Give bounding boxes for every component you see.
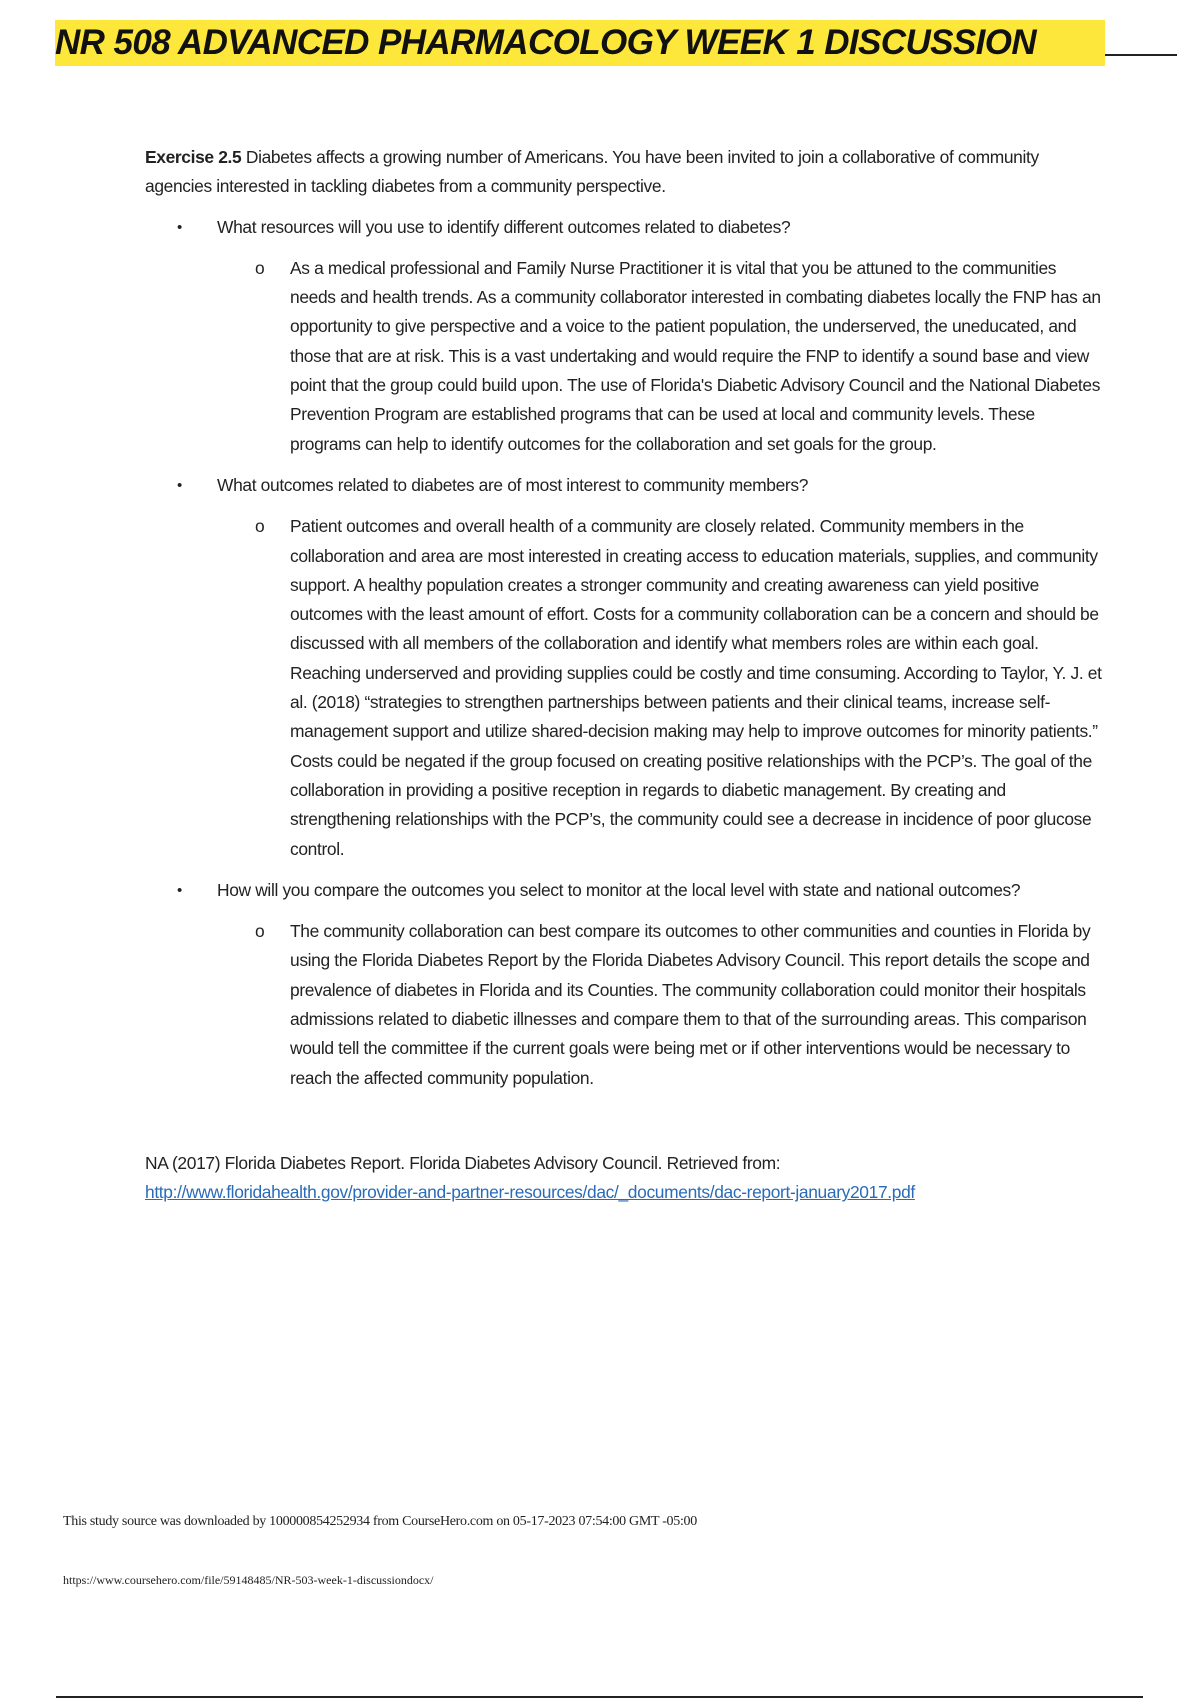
title-underline-rule xyxy=(1105,54,1177,56)
reference-entry xyxy=(145,1149,1105,1208)
answer-text: As a medical professional and Family Nurse Practitioner it is vital that you be attuned to the communities needs and health trends. As a community collaborator interested in combating diabetes locally the FNP has an opportunity to give perspective and a voice to the patient population, the underserved, the uneducated, and those that are at risk. This is a vast undertaking and would require the FNP to identify a sound base and view point that the group could build upon. The use of Florida's Diabetic Advisory Council and the National Diabetes Prevention Program are established programs that can be used at local and community levels. These programs can help to identify outcomes for the collaboration and set goals for the group. xyxy=(290,257,1101,454)
answer-text: The community collaboration can best compare its outcomes to other communities and counties in Florida by using the Florida Diabetes Report by the Florida Diabetes Advisory Council. This report details the scope and prevalence of diabetes in Florida and its Counties. The community collaboration could monitor their hospitals admissions related to diabetic illnesses and compare them to that of the surrounding areas. This comparison would tell the committee if the current goals were being met or if other interventions would be necessary to reach the affected community population. xyxy=(290,921,1091,1088)
question-item xyxy=(145,876,1105,905)
bullet-icon: • xyxy=(177,881,182,899)
answer-text: Patient outcomes and overall health of a community are closely related. Community members in the collaboration and area are most interested in creating access to education materials, supplies, and community support. A healthy population creates a stronger community and creating awareness can yield positive outcomes with the least amount of effort. Costs for a community collaboration can be a concern and should be discussed with all members of the collaboration and identify what members roles are within each goal. Reaching underserved and providing supplies could be costly and time consuming. According to Taylor, Y. J. et al. (2018) “strategies to strengthen partnerships between patients and their clinical teams, increase self-management support and utilize shared-decision making may help to improve outcomes for minority patients.” Costs could be negated if the group focused on creating positive relationships with the PCP’s. The goal of the collaboration in providing a positive reception in regards to diabetic management. By creating and strengthening relationships with the PCP’s, the community could see a decrease in incidence of poor glucose control. xyxy=(290,516,1102,859)
exercise-text: Diabetes affects a growing number of Americans. You have been invited to join a collaborative of community agencies interested in tackling diabetes from a community perspective. xyxy=(145,147,1039,197)
question-text: How will you compare the outcomes you select to monitor at the local level with state and national outcomes? xyxy=(217,879,1021,900)
question-text: What outcomes related to diabetes are of most interest to community members? xyxy=(217,474,809,495)
bottom-divider xyxy=(56,1696,1143,1698)
reference-text: NA (2017) Florida Diabetes Report. Florida Diabetes Advisory Council. Retrieved from: xyxy=(145,1152,781,1173)
sub-bullet-icon: o xyxy=(255,257,265,278)
download-notice: This study source was downloaded by 100000854252934 from CourseHero.com on 05-17-2023 07:54:00 GMT -05:00 xyxy=(63,1514,697,1529)
question-text: What resources will you use to identify different outcomes related to diabetes? xyxy=(217,216,791,237)
answer-item xyxy=(145,917,1105,1093)
bullet-icon: • xyxy=(177,218,182,236)
question-block-1 xyxy=(145,213,1105,459)
question-block-3 xyxy=(145,876,1105,1093)
document-body xyxy=(145,143,1105,1225)
question-item xyxy=(145,471,1105,500)
sub-bullet-icon: o xyxy=(255,516,265,537)
source-url: https://www.coursehero.com/file/59148485/NR-503-week-1-discussiondocx/ xyxy=(63,1573,434,1587)
question-block-2 xyxy=(145,471,1105,864)
document-title-banner xyxy=(55,20,1175,66)
page-title: NR 508 ADVANCED PHARMACOLOGY WEEK 1 DISCUSSION xyxy=(55,23,1037,62)
sub-bullet-icon: o xyxy=(255,921,265,942)
reference-link[interactable]: http://www.floridahealth.gov/provider-and-partner-resources/dac/_documents/dac-report-january2017.pdf xyxy=(145,1182,915,1203)
answer-item xyxy=(145,512,1105,864)
question-item xyxy=(145,213,1105,242)
exercise-intro xyxy=(145,143,1105,202)
bullet-icon: • xyxy=(177,476,182,494)
exercise-label: Exercise 2.5 xyxy=(145,147,242,167)
answer-item xyxy=(145,254,1105,459)
